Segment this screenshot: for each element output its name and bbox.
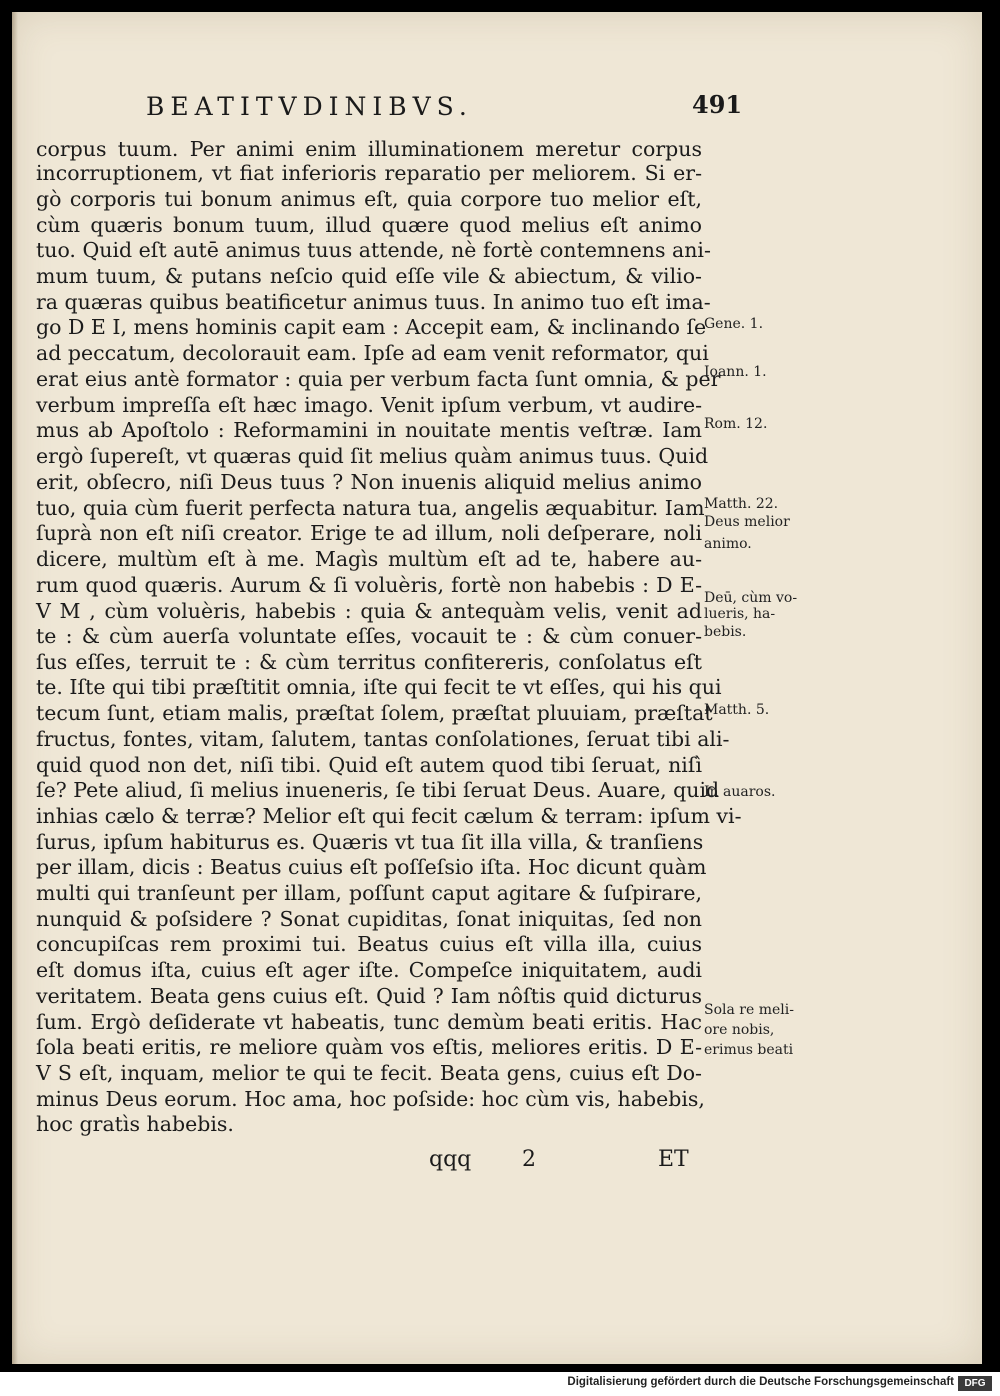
text-line: ergò ſupereſt, vt quæras quid ſit melius quàm animus tuus. Quid — [36, 444, 709, 468]
text-line: nunquid & poſsidere ? Sonat cupiditas, ſonat iniquitas, ſed non — [36, 907, 702, 931]
text-line: ſola beati eritis, re meliore quàm vos eſtis, meliores eritis. D E- — [36, 1035, 702, 1059]
text-line: mus ab Apoſtolo : Reformamini in nouitate mentis veſtræ. Iam — [36, 418, 702, 442]
running-title: BEATITVDINIBVS. — [146, 92, 473, 121]
margin-note: Ioann. 1. — [704, 364, 767, 380]
text-line: erat eius antè formator : quia per verbum facta ſunt omnia, & per — [36, 367, 721, 391]
text-line: fructus, fontes, vitam, ſalutem, tantas conſolationes, ſeruat tibi ali- — [36, 727, 730, 751]
text-line: tuo. Quid eſt autē animus tuus attende, nè fortè contemnens ani- — [36, 238, 711, 262]
text-line: minus Deus eorum. Hoc ama, hoc poſside: hoc cùm vis, habebis, — [36, 1087, 705, 1111]
text-line: multi qui tranſeunt per illam, poſſunt caput agitare & ſuſpirare, — [36, 881, 702, 905]
margin-note: Rom. 12. — [704, 416, 768, 432]
text-line: ſum. Ergò deſiderate vt habeatis, tunc demùm beati eritis. Hac — [36, 1010, 702, 1034]
text-line: go D E I, mens hominis capit eam : Accepit eam, & inclinando ſe — [36, 315, 707, 339]
text-line: corpus tuum. Per animi enim illuminationem meretur corpus — [36, 137, 702, 161]
text-line: incorruptionem, vt fiat inferioris reparatio per meliorem. Si er- — [36, 161, 702, 185]
margin-note: In auaros. — [704, 784, 776, 800]
text-line: ſuprà non eſt niſi creator. Erige te ad illum, noli deſperare, noli — [36, 521, 702, 545]
text-line: V S eſt, inquam, melior te qui te fecit. Beata gens, cuius eſt Do- — [36, 1061, 702, 1085]
text-line: cùm quæris bonum tuum, illud quære quod melius eſt animo — [36, 213, 702, 237]
text-line: tecum ſunt, etiam malis, præſtat ſolem, præſtat pluuiam, præſtat — [36, 701, 713, 725]
text-line: eſt domus iſta, cuius eſt ager iſte. Compeſce iniquitatem, audi — [36, 958, 702, 982]
margin-note: Deū, cùm vo- — [704, 590, 798, 606]
margin-note: Deus melior — [704, 514, 790, 530]
text-line: hoc gratìs habebis. — [36, 1112, 234, 1136]
text-line: quid quod non det, niſi tibi. Quid eſt autem quod tibi ſeruat, niſì — [36, 753, 702, 777]
book-page — [12, 12, 982, 1364]
text-line: te : & cùm auerſa voluntate eſſes, vocauit te : & cùm conuer- — [36, 624, 702, 648]
margin-note: Matth. 22. — [704, 496, 779, 512]
text-line: ra quæras quibus beatificetur animus tuus. In animo tuo eſt ima- — [36, 290, 711, 314]
text-line: per illam, dicis : Beatus cuius eſt poſſeſsio iſta. Hoc dicunt quàm — [36, 855, 707, 879]
text-line: dicere, multùm eſt à me. Magìs multùm eſt ad te, habere au- — [36, 547, 702, 571]
margin-note: erimus beati — [704, 1042, 794, 1058]
margin-note: bebis. — [704, 624, 747, 640]
margin-note: Sola re meli- — [704, 1002, 794, 1018]
text-line: ſus eſſes, terruit te : & cùm territus confitereris, conſolatus eſt — [36, 650, 702, 674]
text-line: ad peccatum, decolorauit eam. Ipſe ad eam venit reformator, qui — [36, 341, 709, 365]
text-line: veritatem. Beata gens cuius eſt. Quid ? Iam nôſtis quid dicturus — [36, 984, 702, 1008]
text-line: concupiſcas rem proximi tui. Beatus cuius eſt villa illa, cuius — [36, 932, 702, 956]
margin-note: lueris, ha- — [704, 606, 776, 622]
text-line: V M , cùm voluèris, habebis : quia & antequàm velis, venit ad — [36, 599, 702, 623]
dfg-logo: DFG — [958, 1376, 992, 1391]
text-line: mum tuum, & putans neſcio quid eſſe vile & abiectum, & vilio- — [36, 264, 702, 288]
signature-number: 2 — [522, 1147, 536, 1172]
funding-credit: Digitalisierung gefördert durch die Deutsche Forschungsgemeinschaft — [567, 1376, 954, 1388]
text-line: ſurus, ipſum habiturus es. Quæris vt tua ſit illa villa, & tranſiens — [36, 830, 704, 854]
margin-note: animo. — [704, 536, 752, 552]
text-line: erit, obſecro, niſi Deus tuus ? Non inuenis aliquid melius animo — [36, 470, 702, 494]
digitization-footer — [0, 1372, 1000, 1396]
text-line: te. Iſte qui tibi præſtitit omnia, iſte qui fecit te vt eſſes, qui his qui — [36, 675, 722, 699]
text-line: gò corporis tui bonum animus eſt, quia corpore tuo melior eſt, — [36, 187, 702, 211]
signature-mark: qqq — [429, 1147, 472, 1172]
margin-note: ore nobis, — [704, 1022, 775, 1038]
margin-note: Matth. 5. — [704, 702, 770, 718]
margin-note: Gene. 1. — [704, 316, 764, 332]
text-line: inhias cælo & terræ? Melior eſt qui fecit cælum & terram: ipſum vi- — [36, 804, 742, 828]
text-line: verbum impreſſa eſt hæc imago. Venit ipſum verbum, vt audire- — [36, 393, 702, 417]
catchword: ET — [658, 1147, 689, 1172]
text-line: tuo, quia cùm fuerit perfecta natura tua, angelis æquabitur. Iam — [36, 496, 705, 520]
text-line: ſe? Pete aliud, ſi melius inueneris, ſe tibi ſeruat Deus. Auare, quid — [36, 778, 720, 802]
text-line: rum quod quæris. Aurum & ſi voluèris, fortè non habebis : D E- — [36, 573, 702, 597]
page-number: 491 — [692, 90, 743, 119]
